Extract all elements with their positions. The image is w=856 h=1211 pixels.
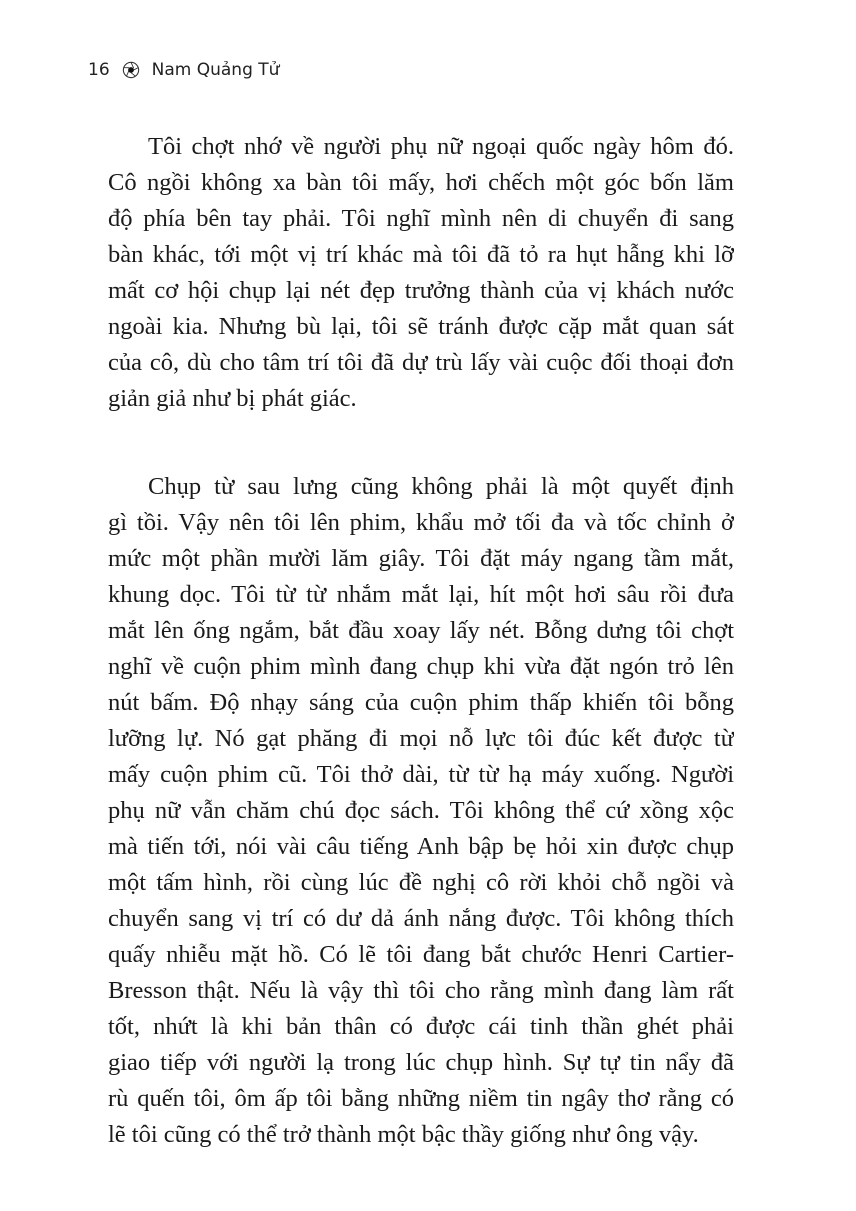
text-line: mất cơ hội chụp lại nét đẹp trưởng thành của vị khách nước xyxy=(108,277,734,304)
text-line: ngoài kia. Nhưng bù lại, tôi sẽ tránh được cặp mắt quan sát xyxy=(108,313,734,340)
running-header xyxy=(88,60,279,80)
text-line: phụ nữ vẫn chăm chú đọc sách. Tôi không thể cứ xồng xộc xyxy=(108,797,734,824)
text-line: mấy cuộn phim cũ. Tôi thở dài, từ từ hạ máy xuống. Người xyxy=(108,761,734,788)
text-line: Cô ngồi không xa bàn tôi mấy, hơi chếch một góc bốn lăm xyxy=(108,169,734,196)
paragraph-1 xyxy=(108,129,734,417)
text-line: lẽ tôi cũng có thể trở thành một bậc thầy giống như ông vậy. xyxy=(108,1121,699,1148)
text-line: Bresson thật. Nếu là vậy thì tôi cho rằng mình đang làm rất xyxy=(108,977,734,1004)
text-line: gì tồi. Vậy nên tôi lên phim, khẩu mở tối đa và tốc chỉnh ở xyxy=(108,509,734,536)
text-line: độ phía bên tay phải. Tôi nghĩ mình nên di chuyển đi sang xyxy=(108,205,734,232)
text-line: tốt, nhứt là khi bản thân có được cái tinh thần ghét phải xyxy=(108,1013,734,1040)
text-line: quấy nhiễu mặt hồ. Có lẽ tôi đang bắt chước Henri Cartier- xyxy=(108,941,734,968)
author-name: Nam Quảng Tử xyxy=(151,60,280,80)
text-line: rù quến tôi, ôm ấp tôi bằng những niềm tin ngây thơ rằng có xyxy=(108,1085,734,1112)
text-line: mắt lên ống ngắm, bắt đầu xoay lấy nét. Bỗng dưng tôi chợt xyxy=(108,617,734,644)
paragraph-2 xyxy=(108,469,734,1153)
text-line: mà tiến tới, nói vài câu tiếng Anh bập bẹ hỏi xin được chụp xyxy=(108,833,734,860)
text-line: của cô, dù cho tâm trí tôi đã dự trù lấy vài cuộc đối thoại đơn xyxy=(108,349,734,376)
text-line: chuyển sang vị trí có dư dả ánh nắng được. Tôi không thích xyxy=(108,905,734,932)
text-line: nghĩ về cuộn phim mình đang chụp khi vừa đặt ngón trỏ lên xyxy=(108,653,734,680)
text-line: Chụp từ sau lưng cũng không phải là một quyết định xyxy=(148,473,734,500)
text-line: giao tiếp với người lạ trong lúc chụp hình. Sự tự tin nẩy đã xyxy=(108,1049,734,1076)
camera-aperture-icon xyxy=(122,61,140,79)
text-line: giản giả như bị phát giác. xyxy=(108,385,357,412)
text-line: khung dọc. Tôi từ từ nhắm mắt lại, hít một hơi sâu rồi đưa xyxy=(108,581,734,608)
text-line: Tôi chợt nhớ về người phụ nữ ngoại quốc ngày hôm đó. xyxy=(148,133,734,160)
text-line: một tấm hình, rồi cùng lúc đề nghị cô rời khỏi chỗ ngồi và xyxy=(108,869,734,896)
text-line: mức một phần mười lăm giây. Tôi đặt máy ngang tầm mắt, xyxy=(108,545,734,572)
text-line: lưỡng lự. Nó gạt phăng đi mọi nỗ lực tôi đúc kết được từ xyxy=(108,725,734,752)
text-line: nút bấm. Độ nhạy sáng của cuộn phim thấp khiến tôi bỗng xyxy=(108,689,734,716)
page-number: 16 xyxy=(88,60,110,80)
text-line: bàn khác, tới một vị trí khác mà tôi đã tỏ ra hụt hẫng khi lỡ xyxy=(108,241,734,268)
